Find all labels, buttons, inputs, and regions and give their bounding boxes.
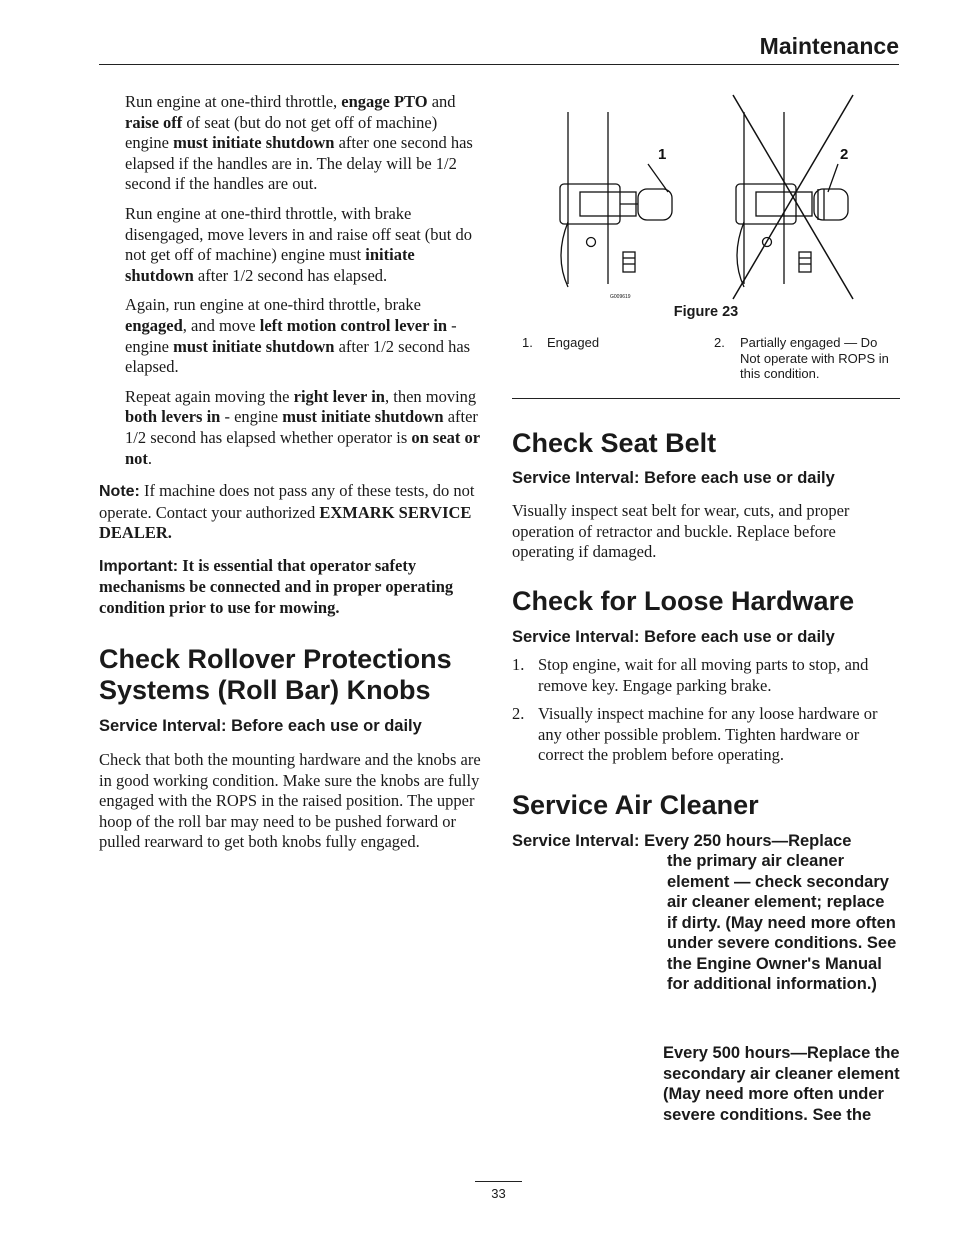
test-step-paragraph xyxy=(99,204,482,286)
text-run: Run engine at one-third throttle, xyxy=(125,92,342,111)
text-run: of seat (but do not get off of machine) engine xyxy=(125,112,438,153)
text-run-bold: initiate shutdown xyxy=(125,245,415,285)
footer-divider xyxy=(475,1181,522,1182)
figure-23-title: Figure 23 xyxy=(673,304,739,320)
step-number: 1. xyxy=(512,655,525,674)
header-divider xyxy=(99,64,899,65)
text-run-bold: on seat or not xyxy=(125,427,480,468)
figure-legend-item-2 xyxy=(714,335,894,382)
note-label: Note: xyxy=(99,483,140,501)
text-run-bold: left motion control lever in xyxy=(259,315,448,335)
rops-knob-illustration xyxy=(548,92,868,304)
rops-service-interval: Service Interval: Before each use or daily xyxy=(99,717,422,735)
note-block xyxy=(99,481,482,544)
figure-23-drawing xyxy=(548,92,868,304)
test-step-paragraph xyxy=(99,387,482,469)
text-run: after 1/2 second has elapsed whether operator is xyxy=(125,407,478,447)
important-block xyxy=(99,556,482,619)
step-number: 2. xyxy=(512,704,525,724)
text-run: , and move xyxy=(182,315,260,335)
note-dealer: EXMARK SERVICE DEALER. xyxy=(99,502,472,543)
text-run-bold: engaged xyxy=(125,315,183,335)
legend-number: 1. xyxy=(522,335,533,350)
text-run-bold: both levers in xyxy=(125,407,221,427)
text-run: and xyxy=(427,92,456,111)
callout-2: 2 xyxy=(840,146,849,163)
text-run: Repeat again moving the xyxy=(125,386,294,406)
seat-belt-heading: Check Seat Belt xyxy=(512,428,717,458)
important-text: It is essential that operator safety mechanisms be connected and in proper operating condition prior to use for mowing. xyxy=(99,555,454,618)
callout-1: 1 xyxy=(658,146,667,163)
section-header: Maintenance xyxy=(759,33,899,59)
left-column xyxy=(99,92,482,619)
text-run-bold: must initiate shutdown xyxy=(282,407,444,427)
text-run: . xyxy=(147,448,153,468)
list-item xyxy=(512,655,900,696)
rops-heading: Check Rollover Protections Systems (Roll Bar) Knobs xyxy=(99,644,452,705)
loose-hardware-steps xyxy=(512,655,900,774)
drawing-code: G009619 xyxy=(610,294,631,300)
figure-divider xyxy=(512,398,900,399)
text-run-bold: must initiate shutdown xyxy=(173,133,335,153)
interval-250-lead: Every 250 hours—Replace xyxy=(644,832,852,850)
interval-label: Service Interval: xyxy=(512,832,640,850)
loose-hardware-heading: Check for Loose Hardware xyxy=(512,586,855,616)
text-run: Run engine at one-third throttle, with brake disengaged, move levers in and raise off seat (but do not get off of machine) engine must xyxy=(125,203,473,265)
step-text: Stop engine, wait for all moving parts to stop, and remove key. Engage parking brake. xyxy=(538,655,869,695)
test-step-paragraph xyxy=(99,295,482,377)
figure-legend-item-1 xyxy=(522,335,702,351)
text-run: - engine xyxy=(220,407,283,427)
text-run: - engine xyxy=(125,315,457,356)
text-run: Again, run engine at one-third throttle, brake xyxy=(125,295,421,315)
important-label: Important: xyxy=(99,557,179,575)
list-item xyxy=(512,704,900,766)
page-number: 33 xyxy=(491,1186,506,1201)
text-run-bold: raise off xyxy=(125,112,183,132)
interval-500-detail: Every 500 hours—Replace the secondary air cleaner element (May need more often under severe conditions. See the xyxy=(663,1044,900,1124)
text-run-bold: right lever in xyxy=(293,386,385,406)
text-run: , then moving xyxy=(384,386,477,406)
legend-text: Partially engaged — Do Not operate with ROPS in this condition. xyxy=(740,335,889,381)
air-cleaner-heading: Service Air Cleaner xyxy=(512,790,759,820)
text-run-bold: must initiate shutdown xyxy=(173,336,335,356)
test-step-paragraph xyxy=(99,92,482,195)
air-cleaner-service-interval xyxy=(512,831,902,852)
legend-text: Engaged xyxy=(547,335,600,350)
legend-number: 2. xyxy=(714,335,725,350)
text-run: after 1/2 second has elapsed. xyxy=(125,336,471,377)
interval-250-detail: the primary air cleaner element — check secondary air cleaner element; replace if dirty. (May need more often under severe conditions. See the Engine Owner's Manual for additional information.) xyxy=(667,852,897,993)
note-text: If machine does not pass any of these tests, do not operate. Contact your authorized xyxy=(99,481,475,522)
rops-body: Check that both the mounting hardware and the knobs are in good working condition. Make sure the knobs are fully engaged with the ROPS in the raised position. The upper hoop of the roll bar may need to be pushed forward or pulled rearward to get both knobs fully engaged. xyxy=(99,750,481,852)
text-run: after one second has elapsed if the handles are in. The delay will be 1/2 second if the handles are out. xyxy=(125,133,473,194)
text-run: after 1/2 second has elapsed. xyxy=(193,265,388,285)
loose-hardware-service-interval: Service Interval: Before each use or daily xyxy=(512,628,835,646)
seat-belt-service-interval: Service Interval: Before each use or daily xyxy=(512,469,835,487)
text-run-bold: engage PTO xyxy=(341,92,428,111)
step-text: Visually inspect machine for any loose hardware or any other possible problem. Tighten hardware or correct the problem before operating. xyxy=(538,704,878,765)
seat-belt-body: Visually inspect seat belt for wear, cuts, and proper operation of retractor and buckle. Replace before operating if damaged. xyxy=(512,501,850,562)
